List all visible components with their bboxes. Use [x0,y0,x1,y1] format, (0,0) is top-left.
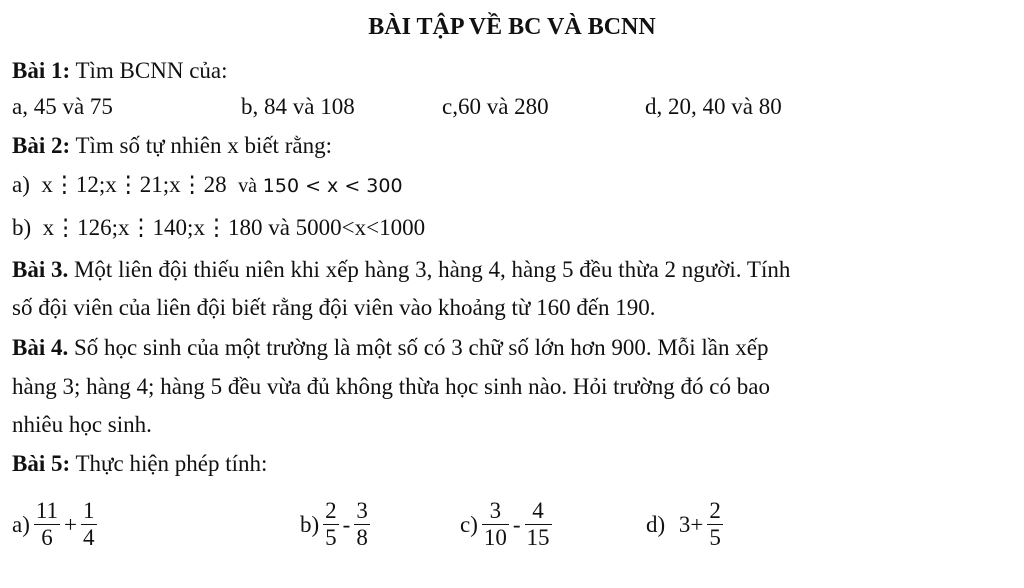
denominator: 5 [709,525,721,551]
bai2-part-b [12,214,425,243]
fraction [354,498,370,552]
numerator: 3 [482,498,509,525]
bai1-label: Bài 1: [12,58,71,83]
fraction [81,498,97,552]
bai4-text1: Số học sinh của một trường là một số có 3 chữ số lớn hơn 900. Mỗi lần xếp [68,335,769,360]
bai2-part-a [12,171,403,200]
bai5-expr-c [460,498,552,552]
operator: + [64,511,78,537]
bai1-item-c: c,60 và 280 [442,94,549,119]
numerator: 11 [34,498,60,525]
bai5-text: Thực hiện phép tính: [70,451,268,476]
fraction [707,498,723,552]
bai3-line2: số đội viên của liên đội biết rằng đội viên vào khoảng từ 160 đến 190. [12,295,656,320]
bai3-line1 [12,256,790,285]
bai2-b-expr: x⋮126;x⋮140;x⋮180 và 5000<x<1000 [42,215,426,240]
bai5-expr-a [12,498,97,552]
numerator: 1 [81,498,97,525]
bai3-label: Bài 3. [12,257,69,282]
bai5-expr-d [646,498,723,552]
numerator: 2 [707,498,723,525]
bai5-d-prefix: d) [646,511,666,537]
bai5-a-prefix: a) [12,511,30,537]
bai4-line3: nhiêu học sinh. [12,412,152,437]
bai5-c-prefix: c) [460,511,478,537]
page-title: BÀI TẬP VỀ BC VÀ BCNN [368,14,656,40]
operator: - [512,511,521,537]
denominator: 6 [41,525,53,551]
bai1-item-b: b, 84 và 108 [241,94,355,119]
bai1-heading [12,57,228,86]
bai5-d-whole: 3+ [678,511,704,537]
bai2-a-range: 150 < x < 300 [262,175,403,197]
numerator: 2 [323,498,339,525]
fraction [323,498,339,552]
bai2-label: Bài 2: [12,133,71,158]
fraction [525,498,552,552]
bai5-expr-b [300,498,370,552]
denominator: 4 [83,525,95,551]
bai1-text: Tìm BCNN của: [70,58,228,83]
bai2-heading [12,132,332,161]
bai1-item-a: a, 45 và 75 [12,94,113,119]
numerator: 3 [354,498,370,525]
bai2-a-prefix: a) [12,172,30,197]
operator: - [342,511,351,537]
bai4-line1 [12,334,768,363]
bai5-label: Bài 5: [12,451,71,476]
bai2-text: Tìm số tự nhiên x biết rằng: [70,133,332,158]
denominator: 10 [483,525,507,551]
fraction [34,498,60,552]
denominator: 5 [325,525,337,551]
bai3-text1: Một liên đội thiếu niên khi xếp hàng 3, hàng 4, hàng 5 đều thừa 2 người. Tính [68,257,791,282]
bai4-label: Bài 4. [12,335,69,360]
fraction [482,498,509,552]
denominator: 8 [356,525,368,551]
bai4-line2: hàng 3; hàng 4; hàng 5 đều vừa đủ không thừa học sinh nào. Hỏi trường đó có bao [12,374,770,399]
bai1-item-d: d, 20, 40 và 80 [645,94,782,119]
denominator: 15 [526,525,550,551]
bai2-a-and: và [238,175,258,197]
bai5-heading [12,450,267,479]
bai2-b-prefix: b) [12,215,32,240]
numerator: 4 [525,498,552,525]
bai2-a-expr: x⋮12;x⋮21;x⋮28 [41,172,227,197]
bai5-b-prefix: b) [300,511,320,537]
